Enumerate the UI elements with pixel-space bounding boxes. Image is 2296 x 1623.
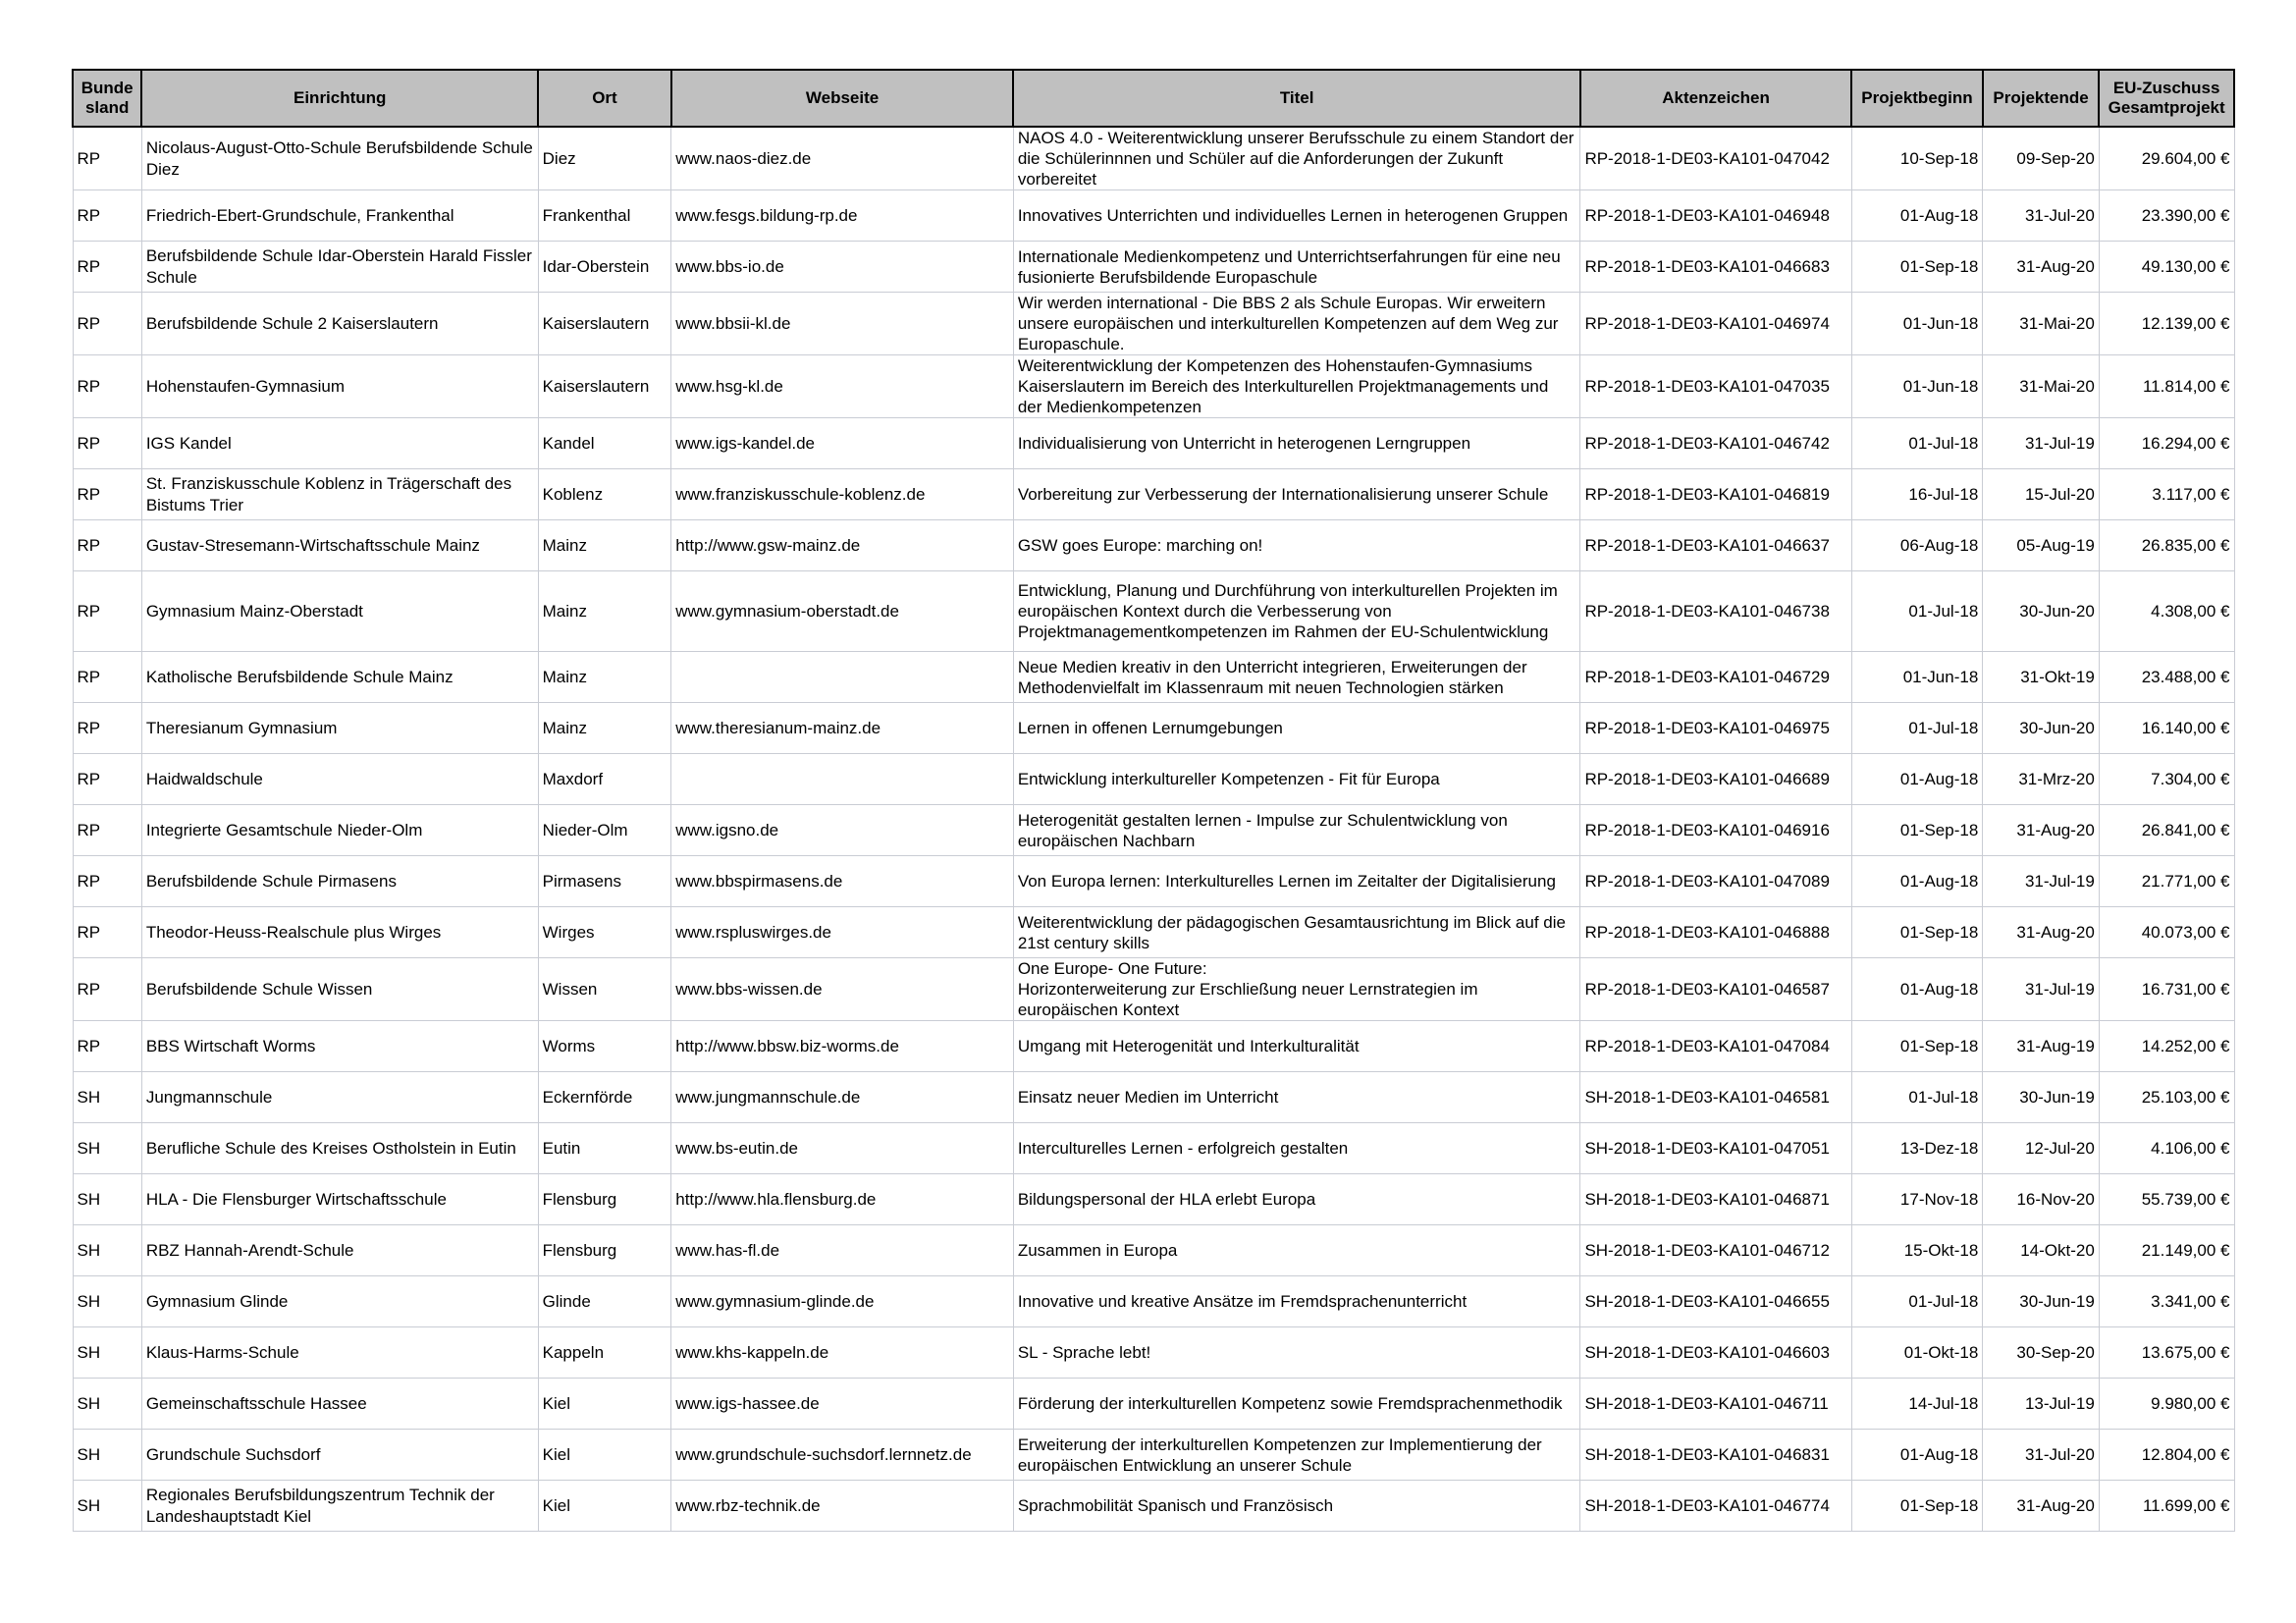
cell-bundesland: SH [73,1379,141,1430]
cell-bundesland: SH [73,1072,141,1123]
column-header-titel: Titel [1013,70,1580,127]
cell-projektende: 13-Jul-19 [1983,1379,2100,1430]
cell-aktenzeichen: RP-2018-1-DE03-KA101-046948 [1580,190,1851,242]
cell-projektende: 31-Aug-20 [1983,242,2100,293]
cell-einrichtung: Berufsbildende Schule 2 Kaiserslautern [141,293,538,355]
cell-aktenzeichen: RP-2018-1-DE03-KA101-046916 [1580,805,1851,856]
cell-projektbeginn: 01-Jul-18 [1851,418,1983,469]
cell-eu-zuschuss: 4.106,00 € [2099,1123,2234,1174]
cell-aktenzeichen: SH-2018-1-DE03-KA101-046655 [1580,1276,1851,1327]
cell-aktenzeichen: SH-2018-1-DE03-KA101-046774 [1580,1481,1851,1532]
column-header-ort: Ort [538,70,671,127]
cell-projektbeginn: 16-Jul-18 [1851,469,1983,520]
cell-ort: Wirges [538,907,671,958]
cell-titel: Innovatives Unterrichten und individuelles Lernen in heterogenen Gruppen [1013,190,1580,242]
cell-einrichtung: BBS Wirtschaft Worms [141,1021,538,1072]
cell-einrichtung: Gustav-Stresemann-Wirtschaftsschule Mainz [141,520,538,571]
column-header-webseite: Webseite [671,70,1014,127]
table-row [73,127,2234,190]
cell-eu-zuschuss: 16.140,00 € [2099,703,2234,754]
cell-eu-zuschuss: 49.130,00 € [2099,242,2234,293]
table-row [73,1021,2234,1072]
cell-titel: NAOS 4.0 - Weiterentwicklung unserer Berufsschule zu einem Standort der die Schülerinnnen und Schüler auf die Anforderungen der Zukunft vorbereitet [1013,127,1580,190]
cell-einrichtung: Gymnasium Glinde [141,1276,538,1327]
cell-webseite: www.bbspirmasens.de [671,856,1014,907]
cell-projektbeginn: 01-Jun-18 [1851,652,1983,703]
cell-aktenzeichen: RP-2018-1-DE03-KA101-046819 [1580,469,1851,520]
cell-titel: Weiterentwicklung der pädagogischen Gesamtausrichtung im Blick auf die 21st century skills [1013,907,1580,958]
cell-aktenzeichen: SH-2018-1-DE03-KA101-046871 [1580,1174,1851,1225]
cell-eu-zuschuss: 16.731,00 € [2099,958,2234,1021]
cell-ort: Glinde [538,1276,671,1327]
cell-titel: Förderung der interkulturellen Kompetenz sowie Fremdsprachenmethodik [1013,1379,1580,1430]
cell-webseite: http://www.hla.flensburg.de [671,1174,1014,1225]
cell-eu-zuschuss: 55.739,00 € [2099,1174,2234,1225]
cell-projektbeginn: 13-Dez-18 [1851,1123,1983,1174]
cell-ort: Flensburg [538,1174,671,1225]
cell-projektbeginn: 01-Sep-18 [1851,1021,1983,1072]
cell-titel: Individualisierung von Unterricht in heterogenen Lerngruppen [1013,418,1580,469]
cell-webseite [671,652,1014,703]
cell-projektbeginn: 01-Aug-18 [1851,856,1983,907]
cell-ort: Mainz [538,652,671,703]
cell-projektende: 15-Jul-20 [1983,469,2100,520]
cell-titel: Bildungspersonal der HLA erlebt Europa [1013,1174,1580,1225]
table-row [73,1123,2234,1174]
column-header-einrichtung: Einrichtung [141,70,538,127]
cell-eu-zuschuss: 21.149,00 € [2099,1225,2234,1276]
cell-bundesland: RP [73,571,141,652]
cell-titel: Wir werden international - Die BBS 2 als Schule Europas. Wir erweitern unsere europäischen und interkulturellen Kompetenzen auf dem Weg zur Europaschule. [1013,293,1580,355]
cell-projektende: 30-Jun-20 [1983,703,2100,754]
cell-webseite [671,754,1014,805]
table-row [73,520,2234,571]
cell-aktenzeichen: RP-2018-1-DE03-KA101-047035 [1580,355,1851,418]
cell-eu-zuschuss: 12.804,00 € [2099,1430,2234,1481]
cell-titel: Internationale Medienkompetenz und Unterrichtserfahrungen für eine neu fusionierte Berufsbildende Europaschule [1013,242,1580,293]
cell-einrichtung: Berufsbildende Schule Pirmasens [141,856,538,907]
cell-bundesland: RP [73,805,141,856]
cell-webseite: www.igs-kandel.de [671,418,1014,469]
projects-table [72,69,2235,1532]
cell-titel: Lernen in offenen Lernumgebungen [1013,703,1580,754]
cell-aktenzeichen: SH-2018-1-DE03-KA101-046581 [1580,1072,1851,1123]
table-row [73,469,2234,520]
cell-ort: Pirmasens [538,856,671,907]
cell-bundesland: RP [73,469,141,520]
cell-ort: Frankenthal [538,190,671,242]
cell-einrichtung: Katholische Berufsbildende Schule Mainz [141,652,538,703]
cell-titel: Vorbereitung zur Verbesserung der Internationalisierung unserer Schule [1013,469,1580,520]
cell-einrichtung: Grundschule Suchsdorf [141,1430,538,1481]
cell-titel: Heterogenität gestalten lernen - Impulse zur Schulentwicklung von europäischen Nachbarn [1013,805,1580,856]
cell-webseite: www.fesgs.bildung-rp.de [671,190,1014,242]
cell-projektende: 30-Jun-19 [1983,1276,2100,1327]
cell-aktenzeichen: RP-2018-1-DE03-KA101-046888 [1580,907,1851,958]
cell-aktenzeichen: RP-2018-1-DE03-KA101-046974 [1580,293,1851,355]
cell-bundesland: SH [73,1481,141,1532]
cell-aktenzeichen: RP-2018-1-DE03-KA101-046683 [1580,242,1851,293]
cell-bundesland: RP [73,418,141,469]
cell-einrichtung: Haidwaldschule [141,754,538,805]
cell-webseite: www.gymnasium-oberstadt.de [671,571,1014,652]
cell-titel: Zusammen in Europa [1013,1225,1580,1276]
cell-aktenzeichen: RP-2018-1-DE03-KA101-046637 [1580,520,1851,571]
cell-bundesland: RP [73,293,141,355]
cell-einrichtung: RBZ Hannah-Arendt-Schule [141,1225,538,1276]
cell-projektbeginn: 01-Jul-18 [1851,1276,1983,1327]
cell-einrichtung: Jungmannschule [141,1072,538,1123]
cell-eu-zuschuss: 16.294,00 € [2099,418,2234,469]
cell-ort: Diez [538,127,671,190]
cell-eu-zuschuss: 7.304,00 € [2099,754,2234,805]
cell-webseite: www.bbs-io.de [671,242,1014,293]
cell-aktenzeichen: RP-2018-1-DE03-KA101-046587 [1580,958,1851,1021]
cell-projektbeginn: 01-Okt-18 [1851,1327,1983,1379]
cell-einrichtung: IGS Kandel [141,418,538,469]
table-row [73,1481,2234,1532]
cell-ort: Kaiserslautern [538,293,671,355]
cell-webseite: www.hsg-kl.de [671,355,1014,418]
cell-webseite: http://www.bbsw.biz-worms.de [671,1021,1014,1072]
cell-projektende: 16-Nov-20 [1983,1174,2100,1225]
cell-eu-zuschuss: 3.117,00 € [2099,469,2234,520]
cell-titel: Von Europa lernen: Interkulturelles Lernen im Zeitalter der Digitalisierung [1013,856,1580,907]
cell-projektbeginn: 06-Aug-18 [1851,520,1983,571]
cell-titel: One Europe- One Future: Horizonterweiterung zur Erschließung neuer Lernstrategien im europäischen Kontext [1013,958,1580,1021]
cell-titel: Neue Medien kreativ in den Unterricht integrieren, Erweiterungen der Methodenvielfalt im Klassenraum mit neuen Technologien stärken [1013,652,1580,703]
cell-webseite: www.igsno.de [671,805,1014,856]
cell-webseite: www.khs-kappeln.de [671,1327,1014,1379]
cell-projektende: 31-Mai-20 [1983,293,2100,355]
cell-projektende: 31-Aug-20 [1983,1481,2100,1532]
cell-bundesland: RP [73,856,141,907]
cell-projektbeginn: 15-Okt-18 [1851,1225,1983,1276]
cell-einrichtung: Berufsbildende Schule Idar-Oberstein Harald Fissler Schule [141,242,538,293]
cell-projektbeginn: 01-Aug-18 [1851,1430,1983,1481]
cell-ort: Nieder-Olm [538,805,671,856]
cell-projektbeginn: 01-Aug-18 [1851,958,1983,1021]
cell-ort: Kandel [538,418,671,469]
cell-eu-zuschuss: 21.771,00 € [2099,856,2234,907]
cell-eu-zuschuss: 11.814,00 € [2099,355,2234,418]
cell-bundesland: SH [73,1327,141,1379]
cell-webseite: http://www.gsw-mainz.de [671,520,1014,571]
cell-webseite: www.naos-diez.de [671,127,1014,190]
cell-projektbeginn: 01-Sep-18 [1851,805,1983,856]
cell-einrichtung: Gemeinschaftsschule Hassee [141,1379,538,1430]
cell-aktenzeichen: SH-2018-1-DE03-KA101-046711 [1580,1379,1851,1430]
column-header-bundesland: Bunde sland [73,70,141,127]
cell-titel: Einsatz neuer Medien im Unterricht [1013,1072,1580,1123]
cell-projektende: 31-Aug-20 [1983,907,2100,958]
cell-projektbeginn: 01-Sep-18 [1851,242,1983,293]
cell-aktenzeichen: SH-2018-1-DE03-KA101-047051 [1580,1123,1851,1174]
cell-einrichtung: Theodor-Heuss-Realschule plus Wirges [141,907,538,958]
cell-projektende: 30-Jun-19 [1983,1072,2100,1123]
header-row [73,70,2234,127]
cell-eu-zuschuss: 12.139,00 € [2099,293,2234,355]
cell-bundesland: SH [73,1123,141,1174]
cell-ort: Kiel [538,1430,671,1481]
cell-titel: Umgang mit Heterogenität und Interkulturalität [1013,1021,1580,1072]
cell-webseite: www.jungmannschule.de [671,1072,1014,1123]
cell-einrichtung: Regionales Berufsbildungszentrum Technik der Landeshauptstadt Kiel [141,1481,538,1532]
cell-projektende: 31-Jul-19 [1983,958,2100,1021]
cell-ort: Flensburg [538,1225,671,1276]
table-row [73,1379,2234,1430]
cell-bundesland: SH [73,1276,141,1327]
table-row [73,958,2234,1021]
table-row [73,805,2234,856]
cell-projektbeginn: 14-Jul-18 [1851,1379,1983,1430]
cell-bundesland: RP [73,703,141,754]
table-row [73,293,2234,355]
cell-eu-zuschuss: 23.390,00 € [2099,190,2234,242]
cell-projektbeginn: 01-Aug-18 [1851,190,1983,242]
cell-ort: Kiel [538,1481,671,1532]
cell-projektende: 31-Jul-19 [1983,418,2100,469]
cell-aktenzeichen: SH-2018-1-DE03-KA101-046603 [1580,1327,1851,1379]
cell-einrichtung: HLA - Die Flensburger Wirtschaftsschule [141,1174,538,1225]
cell-projektbeginn: 01-Jun-18 [1851,293,1983,355]
cell-projektende: 31-Mrz-20 [1983,754,2100,805]
column-header-eu-zuschuss: EU-Zuschuss Gesamtprojekt [2099,70,2234,127]
table-row [73,1174,2234,1225]
cell-bundesland: SH [73,1174,141,1225]
cell-einrichtung: St. Franziskusschule Koblenz in Trägerschaft des Bistums Trier [141,469,538,520]
cell-bundesland: RP [73,958,141,1021]
cell-titel: Sprachmobilität Spanisch und Französisch [1013,1481,1580,1532]
cell-ort: Mainz [538,520,671,571]
table-row [73,754,2234,805]
cell-einrichtung: Nicolaus-August-Otto-Schule Berufsbildende Schule Diez [141,127,538,190]
cell-titel: Entwicklung, Planung und Durchführung von interkulturellen Projekten im europäischen Kontext durch die Verbesserung von Projektmanagementkompetenzen im Rahmen der EU-Schulentwicklung [1013,571,1580,652]
cell-projektbeginn: 01-Sep-18 [1851,907,1983,958]
cell-ort: Mainz [538,703,671,754]
cell-ort: Eckernförde [538,1072,671,1123]
table-row [73,190,2234,242]
cell-eu-zuschuss: 13.675,00 € [2099,1327,2234,1379]
cell-bundesland: RP [73,907,141,958]
cell-eu-zuschuss: 26.835,00 € [2099,520,2234,571]
cell-projektbeginn: 01-Jun-18 [1851,355,1983,418]
cell-titel: Interculturelles Lernen - erfolgreich gestalten [1013,1123,1580,1174]
cell-aktenzeichen: RP-2018-1-DE03-KA101-047089 [1580,856,1851,907]
cell-eu-zuschuss: 11.699,00 € [2099,1481,2234,1532]
cell-eu-zuschuss: 40.073,00 € [2099,907,2234,958]
cell-titel: Erweiterung der interkulturellen Kompetenzen zur Implementierung der europäischen Entwicklung an unserer Schule [1013,1430,1580,1481]
cell-webseite: www.franziskusschule-koblenz.de [671,469,1014,520]
cell-einrichtung: Klaus-Harms-Schule [141,1327,538,1379]
cell-eu-zuschuss: 4.308,00 € [2099,571,2234,652]
table-row [73,1225,2234,1276]
table-body [73,127,2234,1532]
cell-titel: Entwicklung interkultureller Kompetenzen - Fit für Europa [1013,754,1580,805]
table-row [73,1276,2234,1327]
cell-einrichtung: Gymnasium Mainz-Oberstadt [141,571,538,652]
cell-ort: Maxdorf [538,754,671,805]
cell-aktenzeichen: SH-2018-1-DE03-KA101-046712 [1580,1225,1851,1276]
cell-projektende: 31-Mai-20 [1983,355,2100,418]
cell-projektende: 31-Jul-20 [1983,1430,2100,1481]
cell-webseite: www.igs-hassee.de [671,1379,1014,1430]
cell-ort: Kiel [538,1379,671,1430]
cell-projektbeginn: 01-Jul-18 [1851,571,1983,652]
cell-bundesland: RP [73,652,141,703]
cell-webseite: www.theresianum-mainz.de [671,703,1014,754]
cell-aktenzeichen: RP-2018-1-DE03-KA101-046689 [1580,754,1851,805]
cell-ort: Kappeln [538,1327,671,1379]
cell-projektende: 31-Aug-20 [1983,805,2100,856]
cell-projektbeginn: 17-Nov-18 [1851,1174,1983,1225]
cell-projektende: 05-Aug-19 [1983,520,2100,571]
cell-eu-zuschuss: 26.841,00 € [2099,805,2234,856]
cell-projektende: 12-Jul-20 [1983,1123,2100,1174]
cell-bundesland: RP [73,127,141,190]
cell-ort: Koblenz [538,469,671,520]
cell-projektende: 31-Aug-19 [1983,1021,2100,1072]
cell-aktenzeichen: RP-2018-1-DE03-KA101-046729 [1580,652,1851,703]
cell-bundesland: SH [73,1225,141,1276]
cell-webseite: www.bs-eutin.de [671,1123,1014,1174]
table-row [73,907,2234,958]
cell-projektende: 30-Sep-20 [1983,1327,2100,1379]
cell-titel: SL - Sprache lebt! [1013,1327,1580,1379]
cell-ort: Eutin [538,1123,671,1174]
cell-aktenzeichen: RP-2018-1-DE03-KA101-046742 [1580,418,1851,469]
cell-titel: Innovative und kreative Ansätze im Fremdsprachenunterricht [1013,1276,1580,1327]
cell-aktenzeichen: RP-2018-1-DE03-KA101-046975 [1580,703,1851,754]
cell-einrichtung: Integrierte Gesamtschule Nieder-Olm [141,805,538,856]
table-row [73,703,2234,754]
cell-projektende: 09-Sep-20 [1983,127,2100,190]
cell-ort: Wissen [538,958,671,1021]
cell-titel: GSW goes Europe: marching on! [1013,520,1580,571]
table-row [73,652,2234,703]
cell-aktenzeichen: RP-2018-1-DE03-KA101-046738 [1580,571,1851,652]
cell-projektbeginn: 10-Sep-18 [1851,127,1983,190]
cell-eu-zuschuss: 23.488,00 € [2099,652,2234,703]
cell-webseite: www.rspluswirges.de [671,907,1014,958]
cell-ort: Mainz [538,571,671,652]
table-row [73,355,2234,418]
cell-webseite: www.gymnasium-glinde.de [671,1276,1014,1327]
table-row [73,1327,2234,1379]
table-row [73,1430,2234,1481]
cell-projektende: 30-Jun-20 [1983,571,2100,652]
cell-einrichtung: Friedrich-Ebert-Grundschule, Frankenthal [141,190,538,242]
cell-webseite: www.rbz-technik.de [671,1481,1014,1532]
cell-bundesland: RP [73,520,141,571]
cell-webseite: www.has-fl.de [671,1225,1014,1276]
cell-bundesland: SH [73,1430,141,1481]
column-header-aktenzeichen: Aktenzeichen [1580,70,1851,127]
cell-aktenzeichen: SH-2018-1-DE03-KA101-046831 [1580,1430,1851,1481]
table-row [73,418,2234,469]
cell-bundesland: RP [73,242,141,293]
cell-projektende: 31-Okt-19 [1983,652,2100,703]
cell-einrichtung: Berufliche Schule des Kreises Ostholstein in Eutin [141,1123,538,1174]
cell-projektbeginn: 01-Jul-18 [1851,703,1983,754]
cell-eu-zuschuss: 25.103,00 € [2099,1072,2234,1123]
cell-projektende: 14-Okt-20 [1983,1225,2100,1276]
cell-bundesland: RP [73,754,141,805]
cell-projektende: 31-Jul-20 [1983,190,2100,242]
cell-eu-zuschuss: 3.341,00 € [2099,1276,2234,1327]
cell-eu-zuschuss: 14.252,00 € [2099,1021,2234,1072]
cell-eu-zuschuss: 29.604,00 € [2099,127,2234,190]
cell-projektbeginn: 01-Sep-18 [1851,1481,1983,1532]
cell-eu-zuschuss: 9.980,00 € [2099,1379,2234,1430]
cell-ort: Worms [538,1021,671,1072]
cell-bundesland: RP [73,190,141,242]
table-row [73,856,2234,907]
column-header-projektende: Projektende [1983,70,2100,127]
cell-einrichtung: Hohenstaufen-Gymnasium [141,355,538,418]
cell-bundesland: RP [73,1021,141,1072]
cell-webseite: www.bbsii-kl.de [671,293,1014,355]
cell-aktenzeichen: RP-2018-1-DE03-KA101-047042 [1580,127,1851,190]
table-row [73,242,2234,293]
cell-aktenzeichen: RP-2018-1-DE03-KA101-047084 [1580,1021,1851,1072]
cell-einrichtung: Theresianum Gymnasium [141,703,538,754]
cell-projektende: 31-Jul-19 [1983,856,2100,907]
cell-bundesland: RP [73,355,141,418]
cell-webseite: www.grundschule-suchsdorf.lernnetz.de [671,1430,1014,1481]
cell-webseite: www.bbs-wissen.de [671,958,1014,1021]
cell-einrichtung: Berufsbildende Schule Wissen [141,958,538,1021]
table-row [73,1072,2234,1123]
cell-ort: Kaiserslautern [538,355,671,418]
cell-ort: Idar-Oberstein [538,242,671,293]
cell-projektbeginn: 01-Aug-18 [1851,754,1983,805]
table-row [73,571,2234,652]
cell-projektbeginn: 01-Jul-18 [1851,1072,1983,1123]
column-header-projektbeginn: Projektbeginn [1851,70,1983,127]
cell-titel: Weiterentwicklung der Kompetenzen des Hohenstaufen-Gymnasiums Kaiserslautern im Bereich des Interkulturellen Projektmanagements und der Medienkompetenzen [1013,355,1580,418]
